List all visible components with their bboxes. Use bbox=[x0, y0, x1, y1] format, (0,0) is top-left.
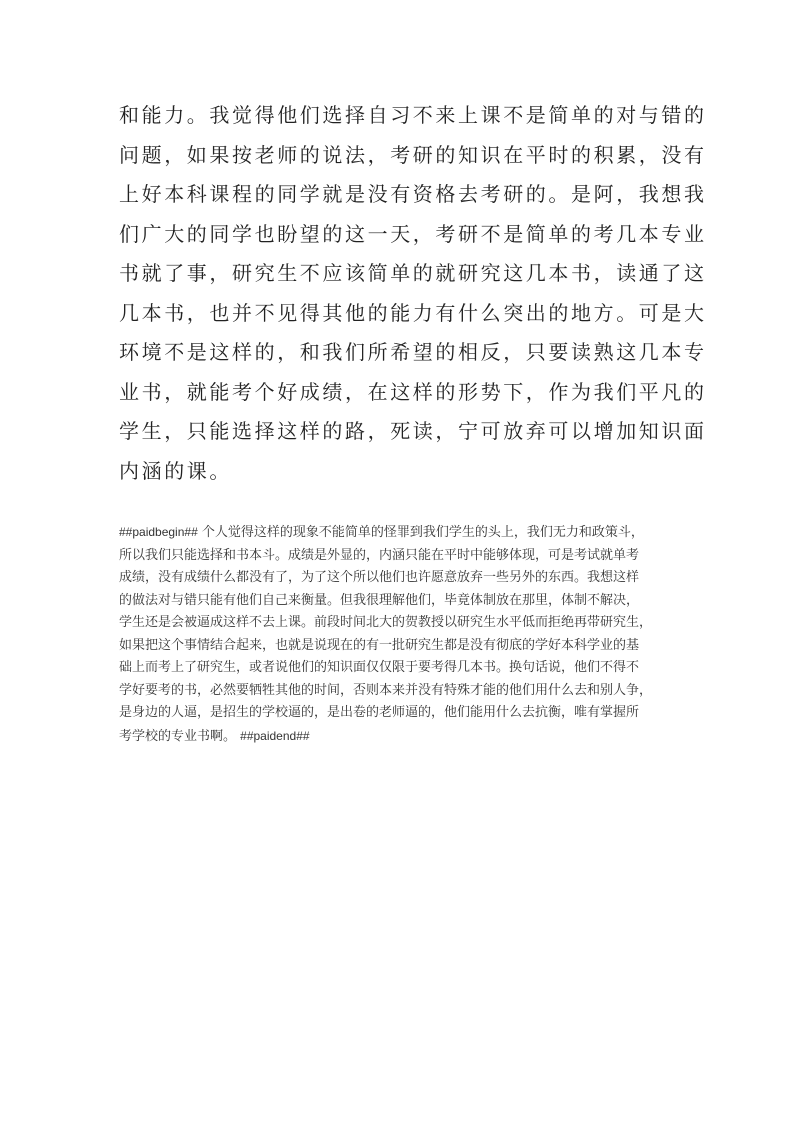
paid-begin-marker: ##paidbegin## bbox=[119, 525, 198, 539]
main-paragraph-line: 上好本科课程的同学就是没有资格去考研的。是阿，我想我 bbox=[119, 182, 707, 206]
main-paragraph-line: 书就了事，研究生不应该简单的就研究这几本书，读通了这 bbox=[119, 261, 707, 285]
paid-paragraph-line: 如果把这个事情结合起来，也就是说现在的有一批研究生都是没有彻底的学好本科学业的基 bbox=[119, 637, 640, 653]
paid-paragraph-line: 成绩，没有成绩什么都没有了，为了这个所以他们也许愿意放弃一些另外的东西。我想这样 bbox=[119, 570, 640, 585]
paid-paragraph-first-text: 个人觉得这样的现象不能简单的怪罪到我们学生的头上，我们无力和政策斗， bbox=[197, 525, 644, 540]
main-paragraph-line: 学生，只能选择这样的路，死读，宁可放弃可以增加知识面 bbox=[119, 419, 707, 443]
main-paragraph-line: 和能力。我觉得他们选择自习不来上课不是简单的对与错的 bbox=[119, 103, 707, 127]
paid-paragraph-line: 学生还是会被逼成这样不去上课。前段时间北大的贺教授以研究生水平低而拒绝再带研究生， bbox=[119, 615, 653, 630]
main-paragraph-line: 几本书，也并不见得其他的能力有什么突出的地方。可是大 bbox=[119, 300, 707, 325]
paid-paragraph-last-line bbox=[119, 725, 679, 749]
main-paragraph-line: 们广大的同学也盼望的这一天，考研不是简单的考几本专业 bbox=[119, 221, 707, 246]
main-paragraph-line: 业书，就能考个好成绩，在这样的形势下，作为我们平凡的 bbox=[119, 379, 707, 404]
paid-paragraph-line: 学好要考的书，必然要牺牲其他的时间，否则本来并没有特殊才能的他们用什么去和别人争， bbox=[119, 682, 653, 698]
main-paragraph-line: 环境不是这样的，和我们所希望的相反，只要读熟这几本专 bbox=[119, 340, 707, 364]
main-paragraph-line: 问题，如果按老师的说法，考研的知识在平时的积累，没有 bbox=[119, 142, 707, 167]
main-paragraph bbox=[119, 96, 707, 491]
paid-paragraph-line: 所以我们只能选择和书本斗。成绩是外显的，内涵只能在平时中能够体现，可是考试就单考 bbox=[119, 547, 640, 563]
main-paragraph-line: 内涵的课。 bbox=[119, 458, 232, 483]
paid-paragraph-first-line bbox=[119, 521, 679, 545]
paid-end-marker: ##paidend## bbox=[240, 728, 310, 743]
paid-paragraph-line: 是身边的人逼，是招生的学校逼的，是出卷的老师逼的，他们能用什么去抗衡，唯有掌握所 bbox=[119, 705, 640, 720]
paid-paragraph-line: 的做法对与错只能有他们自己来衡量。但我很理解他们，毕竟体制放在那里，体制不解决， bbox=[119, 592, 640, 608]
paid-paragraph-line: 础上而考上了研究生，或者说他们的知识面仅仅限于要考得几本书。换句话说，他们不得不 bbox=[119, 660, 640, 675]
paid-paragraph bbox=[119, 521, 679, 748]
paid-paragraph-last-text: 考学校的专业书啊。 bbox=[119, 728, 241, 744]
